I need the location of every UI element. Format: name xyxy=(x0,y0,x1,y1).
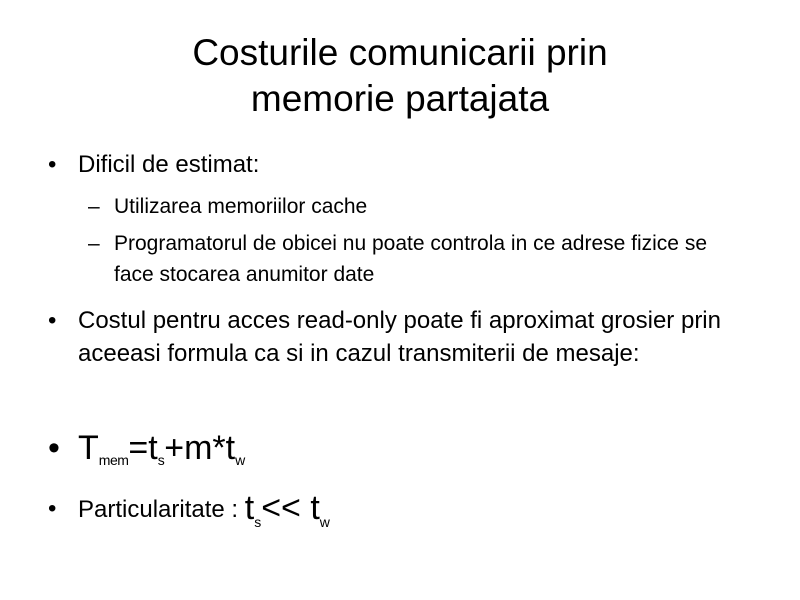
formula-tmem xyxy=(78,426,758,482)
subbullet-marker: – xyxy=(88,195,100,218)
subbullet-marker: – xyxy=(88,232,100,255)
particularitate-lt-t: << t xyxy=(261,489,320,527)
bullet-marker: • xyxy=(48,495,57,522)
bullet-text: Costul pentru acces read-only poate fi aproximat grosier prin aceeasi formula ca si in cazul transmiterii de mesaje: xyxy=(78,307,721,367)
subbullet-text: Utilizarea memoriilor cache xyxy=(114,195,368,218)
title-line-1: Costurile comunicarii prin xyxy=(192,32,608,73)
formula-eq-t: =t xyxy=(128,429,158,467)
formula-sub-s: s xyxy=(157,452,165,468)
particularitate-text xyxy=(78,489,758,539)
particularitate-sub-s: s xyxy=(254,514,262,530)
particularitate-sub-w: w xyxy=(319,514,330,530)
formula-plus-m-t: +m*t xyxy=(164,429,236,467)
slide-title xyxy=(60,30,740,122)
bullet-marker: • xyxy=(48,429,60,467)
bullet-marker: • xyxy=(48,151,57,178)
bullet-marker: • xyxy=(48,307,57,334)
subbullet-text: Programatorul de obicei nu poate controla in ce adrese fizice se face stocarea anumitor date xyxy=(114,232,708,286)
title-line-2: memorie partajata xyxy=(250,78,550,119)
particularitate-label: Particularitate : xyxy=(78,496,245,523)
formula-sub-w: w xyxy=(235,452,245,468)
formula-T: T xyxy=(78,429,99,467)
formula-sub-mem: mem xyxy=(98,452,129,468)
particularitate-t1: t xyxy=(244,489,255,527)
bullet-text: Dificil de estimat: xyxy=(78,151,260,178)
